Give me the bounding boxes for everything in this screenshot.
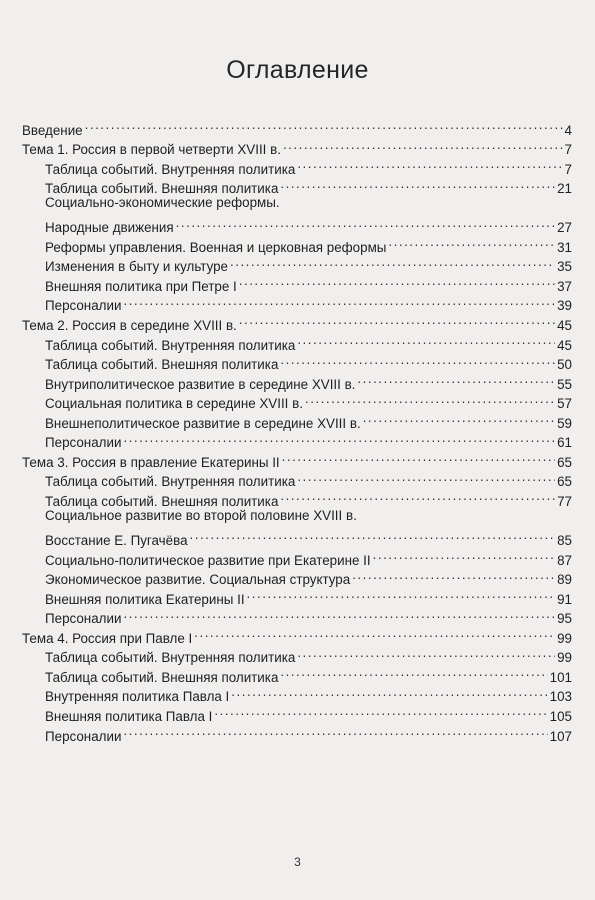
toc-leader-dots [230, 252, 555, 272]
toc-entry-page: 7 [564, 142, 572, 158]
toc-leader-dots [123, 291, 555, 311]
toc-leader-dots [247, 584, 556, 604]
toc-entry-page: 65 [557, 474, 572, 490]
toc-entry-page: 27 [557, 220, 572, 236]
toc-entry-title: Экономическое развитие. Социальная структура [45, 572, 351, 588]
toc-leader-dots [373, 545, 555, 565]
toc-leader-dots [297, 154, 562, 174]
toc-entry-title: Восстание Е. Пугачёва [45, 533, 188, 549]
toc-entry-page: 89 [557, 572, 572, 588]
toc-leader-dots [280, 662, 547, 682]
toc-leader-dots [123, 604, 555, 624]
toc-entry-title: Тема 2. Россия в середине XVIII в. [22, 318, 237, 334]
toc-entry-page: 95 [557, 611, 572, 627]
toc-leader-dots [283, 135, 563, 155]
toc-entry-page: 105 [549, 708, 572, 724]
toc-entry-page: 4 [564, 122, 572, 138]
toc-entry-title: Тема 1. Россия в первой четверти XVIII в. [22, 142, 281, 158]
toc-entry-title: Таблица событий. Внешняя политика [45, 357, 279, 373]
toc-entry-title: Таблица событий. Внешняя политика [45, 181, 279, 197]
toc-leader-dots [282, 447, 555, 467]
toc-entry-page: 37 [557, 278, 572, 294]
toc-entry [22, 506, 572, 526]
toc-entry-title: Введение [22, 122, 83, 138]
toc-entry [22, 213, 572, 236]
toc-entry-page: 87 [557, 552, 572, 568]
toc-entry-title: Изменения в быту и культуре [45, 259, 229, 275]
toc-entry [22, 193, 572, 213]
toc-entry-page: 45 [557, 318, 572, 334]
toc-entry-page: 59 [557, 415, 572, 431]
toc-entry-page: 103 [549, 689, 572, 705]
toc-entry-title: Внешняя политика при Петре I [45, 278, 237, 294]
toc-leader-dots [239, 310, 555, 330]
toc-entry-title: Персоналии [45, 298, 122, 314]
toc-entry-title: Социально-политическое развитие при Екатерине II [45, 552, 371, 568]
toc-leader-dots [280, 174, 555, 194]
toc-entry-title: Социальная политика в середине XVIII в. [45, 396, 303, 412]
toc-leader-dots [123, 721, 547, 741]
toc-leader-dots [231, 682, 547, 702]
toc-leader-dots [280, 486, 555, 506]
toc-entry-page: 21 [557, 181, 572, 197]
toc-leader-dots [194, 623, 555, 643]
toc-entry-page: 61 [557, 435, 572, 451]
toc-leader-dots [239, 271, 555, 291]
toc-entry-page: 99 [557, 630, 572, 646]
toc-leader-dots [297, 643, 555, 663]
toc-entry-title: Внешнеполитическое развитие в середине XVIII в. [45, 415, 361, 431]
toc-leader-dots [297, 467, 555, 487]
toc-entry-title: Таблица событий. Внутренняя политика [45, 161, 296, 177]
toc-entry-title: Персоналии [45, 611, 122, 627]
toc-leader-dots [123, 428, 555, 448]
toc-entry-page: 50 [557, 357, 572, 373]
toc-entry-title: Реформы управления. Военная и церковная реформы [45, 239, 387, 255]
table-of-contents [22, 115, 572, 744]
toc-leader-dots [190, 525, 556, 545]
toc-entry-page: 57 [557, 396, 572, 412]
toc-entry-title: Народные движения [45, 220, 174, 236]
toc-entry-page: 39 [557, 298, 572, 314]
toc-entry-title: Тема 3. Россия в правление Екатерины II [22, 454, 280, 470]
toc-entry [22, 135, 572, 158]
toc-leader-dots [280, 350, 555, 370]
toc-entry-title: Социально-экономические реформы. [45, 195, 280, 211]
toc-entry-page: 107 [549, 728, 572, 744]
toc-entry-page: 77 [557, 493, 572, 509]
toc-entry [22, 525, 572, 549]
toc-entry-title: Таблица событий. Внутренняя политика [45, 650, 296, 666]
toc-entry [22, 115, 572, 138]
toc-entry-page: 101 [549, 669, 572, 685]
page-number: 3 [294, 855, 301, 869]
toc-entry-title: Внешняя политика Екатерины II [45, 591, 245, 607]
toc-entry-title: Таблица событий. Внешняя политика [45, 493, 279, 509]
toc-entry-title: Персоналии [45, 728, 122, 744]
toc-leader-dots [297, 330, 555, 350]
toc-leader-dots [357, 369, 555, 389]
toc-entry-title: Внутриполитическое развитие в середине XVIII в. [45, 376, 356, 392]
toc-leader-dots [176, 213, 555, 233]
toc-entry-page: 7 [564, 161, 572, 177]
page-title: Оглавление [226, 56, 369, 84]
toc-entry-page: 35 [557, 259, 572, 275]
toc-entry-title: Таблица событий. Внутренняя политика [45, 337, 296, 353]
toc-leader-dots [388, 232, 555, 252]
toc-entry-page: 65 [557, 454, 572, 470]
toc-entry-title: Социальное развитие во второй половине XVIII в. [45, 507, 357, 523]
toc-entry-page: 45 [557, 337, 572, 353]
toc-entry-page: 91 [557, 591, 572, 607]
toc-entry-title: Тема 4. Россия при Павле I [22, 630, 193, 646]
toc-entry-title: Таблица событий. Внешняя политика [45, 669, 279, 685]
toc-leader-dots [352, 565, 555, 585]
toc-leader-dots [214, 701, 547, 721]
toc-leader-dots [85, 115, 563, 135]
toc-entry-title: Персоналии [45, 435, 122, 451]
toc-leader-dots [305, 389, 555, 409]
toc-leader-dots [363, 408, 555, 428]
toc-entry-title: Внешняя политика Павла I [45, 708, 213, 724]
toc-entry-title: Таблица событий. Внутренняя политика [45, 474, 296, 490]
toc-entry-title: Внутренняя политика Павла I [45, 689, 230, 705]
toc-entry-page: 55 [557, 376, 572, 392]
toc-entry-page: 85 [557, 533, 572, 549]
toc-entry-page: 31 [557, 239, 572, 255]
toc-entry-page: 99 [557, 650, 572, 666]
